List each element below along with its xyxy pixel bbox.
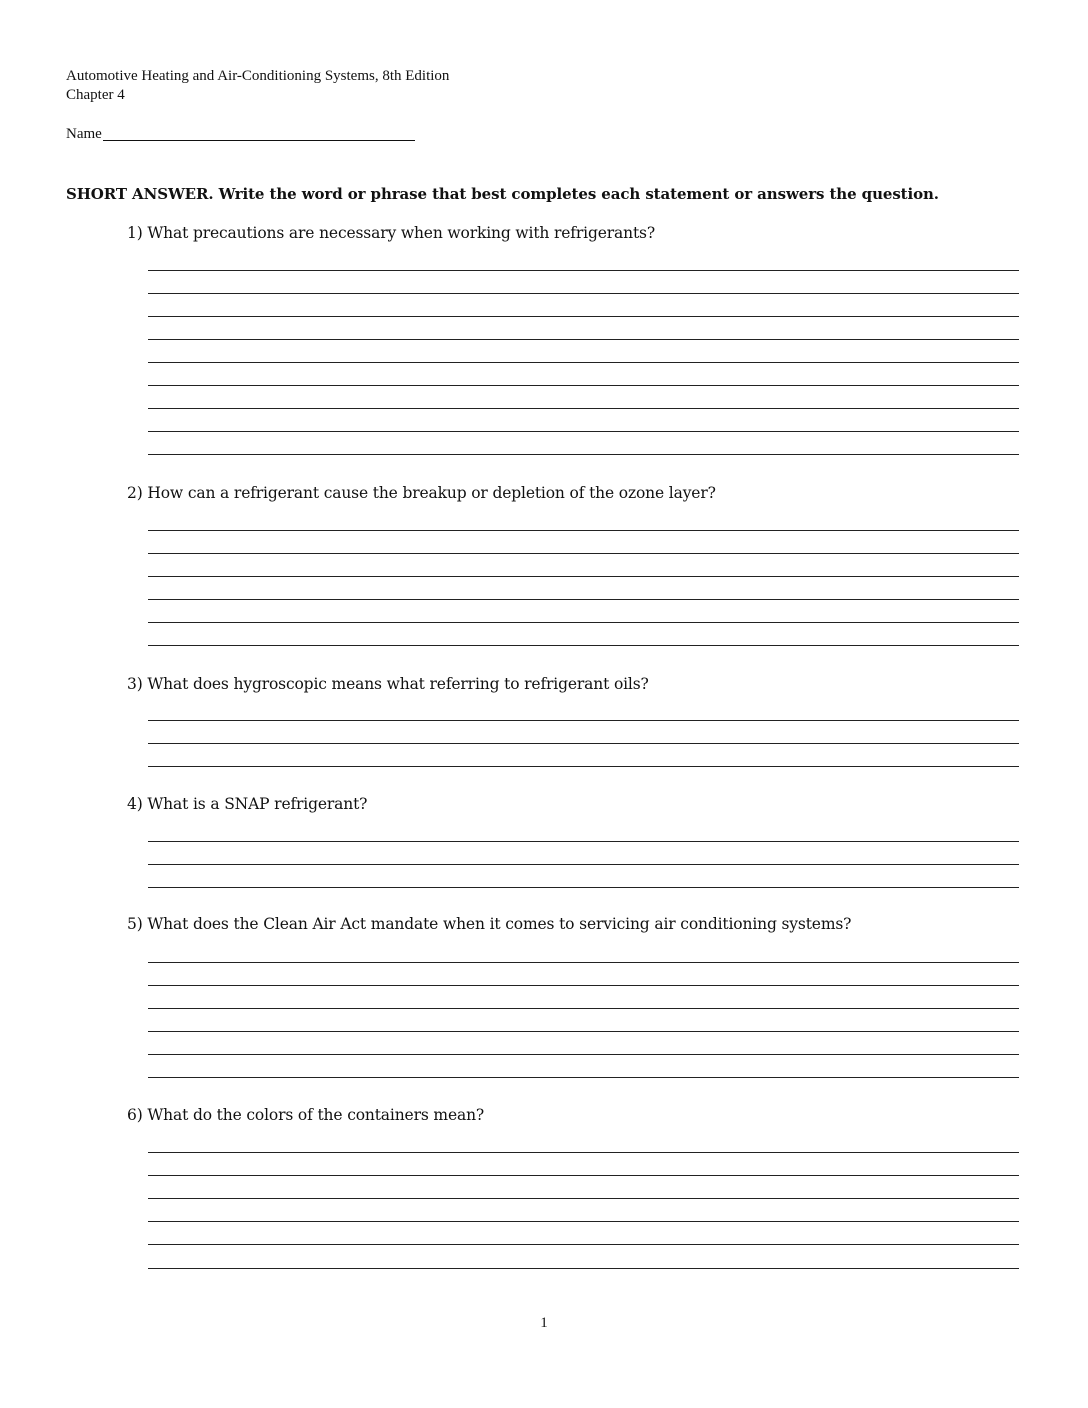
question-4: 4) What is a SNAP refrigerant? xyxy=(127,795,368,813)
answer-line[interactable] xyxy=(148,293,1019,294)
answer-line[interactable] xyxy=(148,1077,1019,1078)
answer-line[interactable] xyxy=(148,622,1019,623)
answer-line[interactable] xyxy=(148,316,1019,317)
answer-line[interactable] xyxy=(148,985,1019,986)
book-title: Automotive Heating and Air-Conditioning Systems, 8th Edition xyxy=(66,68,450,84)
answer-line[interactable] xyxy=(148,454,1019,455)
answer-line[interactable] xyxy=(148,864,1019,865)
answer-line[interactable] xyxy=(148,1268,1019,1269)
answer-line[interactable] xyxy=(148,599,1019,600)
answer-line[interactable] xyxy=(148,887,1019,888)
name-field xyxy=(66,124,415,144)
name-blank-line[interactable] xyxy=(103,139,415,141)
answer-line[interactable] xyxy=(148,1221,1019,1222)
question-5: 5) What does the Clean Air Act mandate when it comes to servicing air conditioning systems? xyxy=(127,915,852,933)
answer-line[interactable] xyxy=(148,362,1019,363)
answer-line[interactable] xyxy=(148,431,1019,432)
section-instructions: SHORT ANSWER. Write the word or phrase that best completes each statement or answers the question. xyxy=(66,185,939,203)
answer-line[interactable] xyxy=(148,530,1019,531)
answer-line[interactable] xyxy=(148,1198,1019,1199)
answer-line[interactable] xyxy=(148,743,1019,744)
answer-line[interactable] xyxy=(148,841,1019,842)
answer-line[interactable] xyxy=(148,720,1019,721)
answer-line[interactable] xyxy=(148,1244,1019,1245)
answer-line[interactable] xyxy=(148,1008,1019,1009)
answer-line[interactable] xyxy=(148,1031,1019,1032)
answer-line[interactable] xyxy=(148,408,1019,409)
answer-line[interactable] xyxy=(148,339,1019,340)
question-2: 2) How can a refrigerant cause the breakup or depletion of the ozone layer? xyxy=(127,484,716,502)
answer-line[interactable] xyxy=(148,576,1019,577)
page-number: 1 xyxy=(540,1315,548,1331)
chapter-label: Chapter 4 xyxy=(66,87,125,103)
answer-line[interactable] xyxy=(148,645,1019,646)
answer-line[interactable] xyxy=(148,1175,1019,1176)
question-3: 3) What does hygroscopic means what referring to refrigerant oils? xyxy=(127,675,649,693)
answer-line[interactable] xyxy=(148,270,1019,271)
answer-line[interactable] xyxy=(148,1054,1019,1055)
answer-line[interactable] xyxy=(148,1152,1019,1153)
answer-line[interactable] xyxy=(148,553,1019,554)
answer-line[interactable] xyxy=(148,385,1019,386)
name-label: Name xyxy=(66,126,102,142)
question-1: 1) What precautions are necessary when working with refrigerants? xyxy=(127,224,655,242)
answer-line[interactable] xyxy=(148,962,1019,963)
answer-line[interactable] xyxy=(148,766,1019,767)
question-6: 6) What do the colors of the containers mean? xyxy=(127,1106,485,1124)
